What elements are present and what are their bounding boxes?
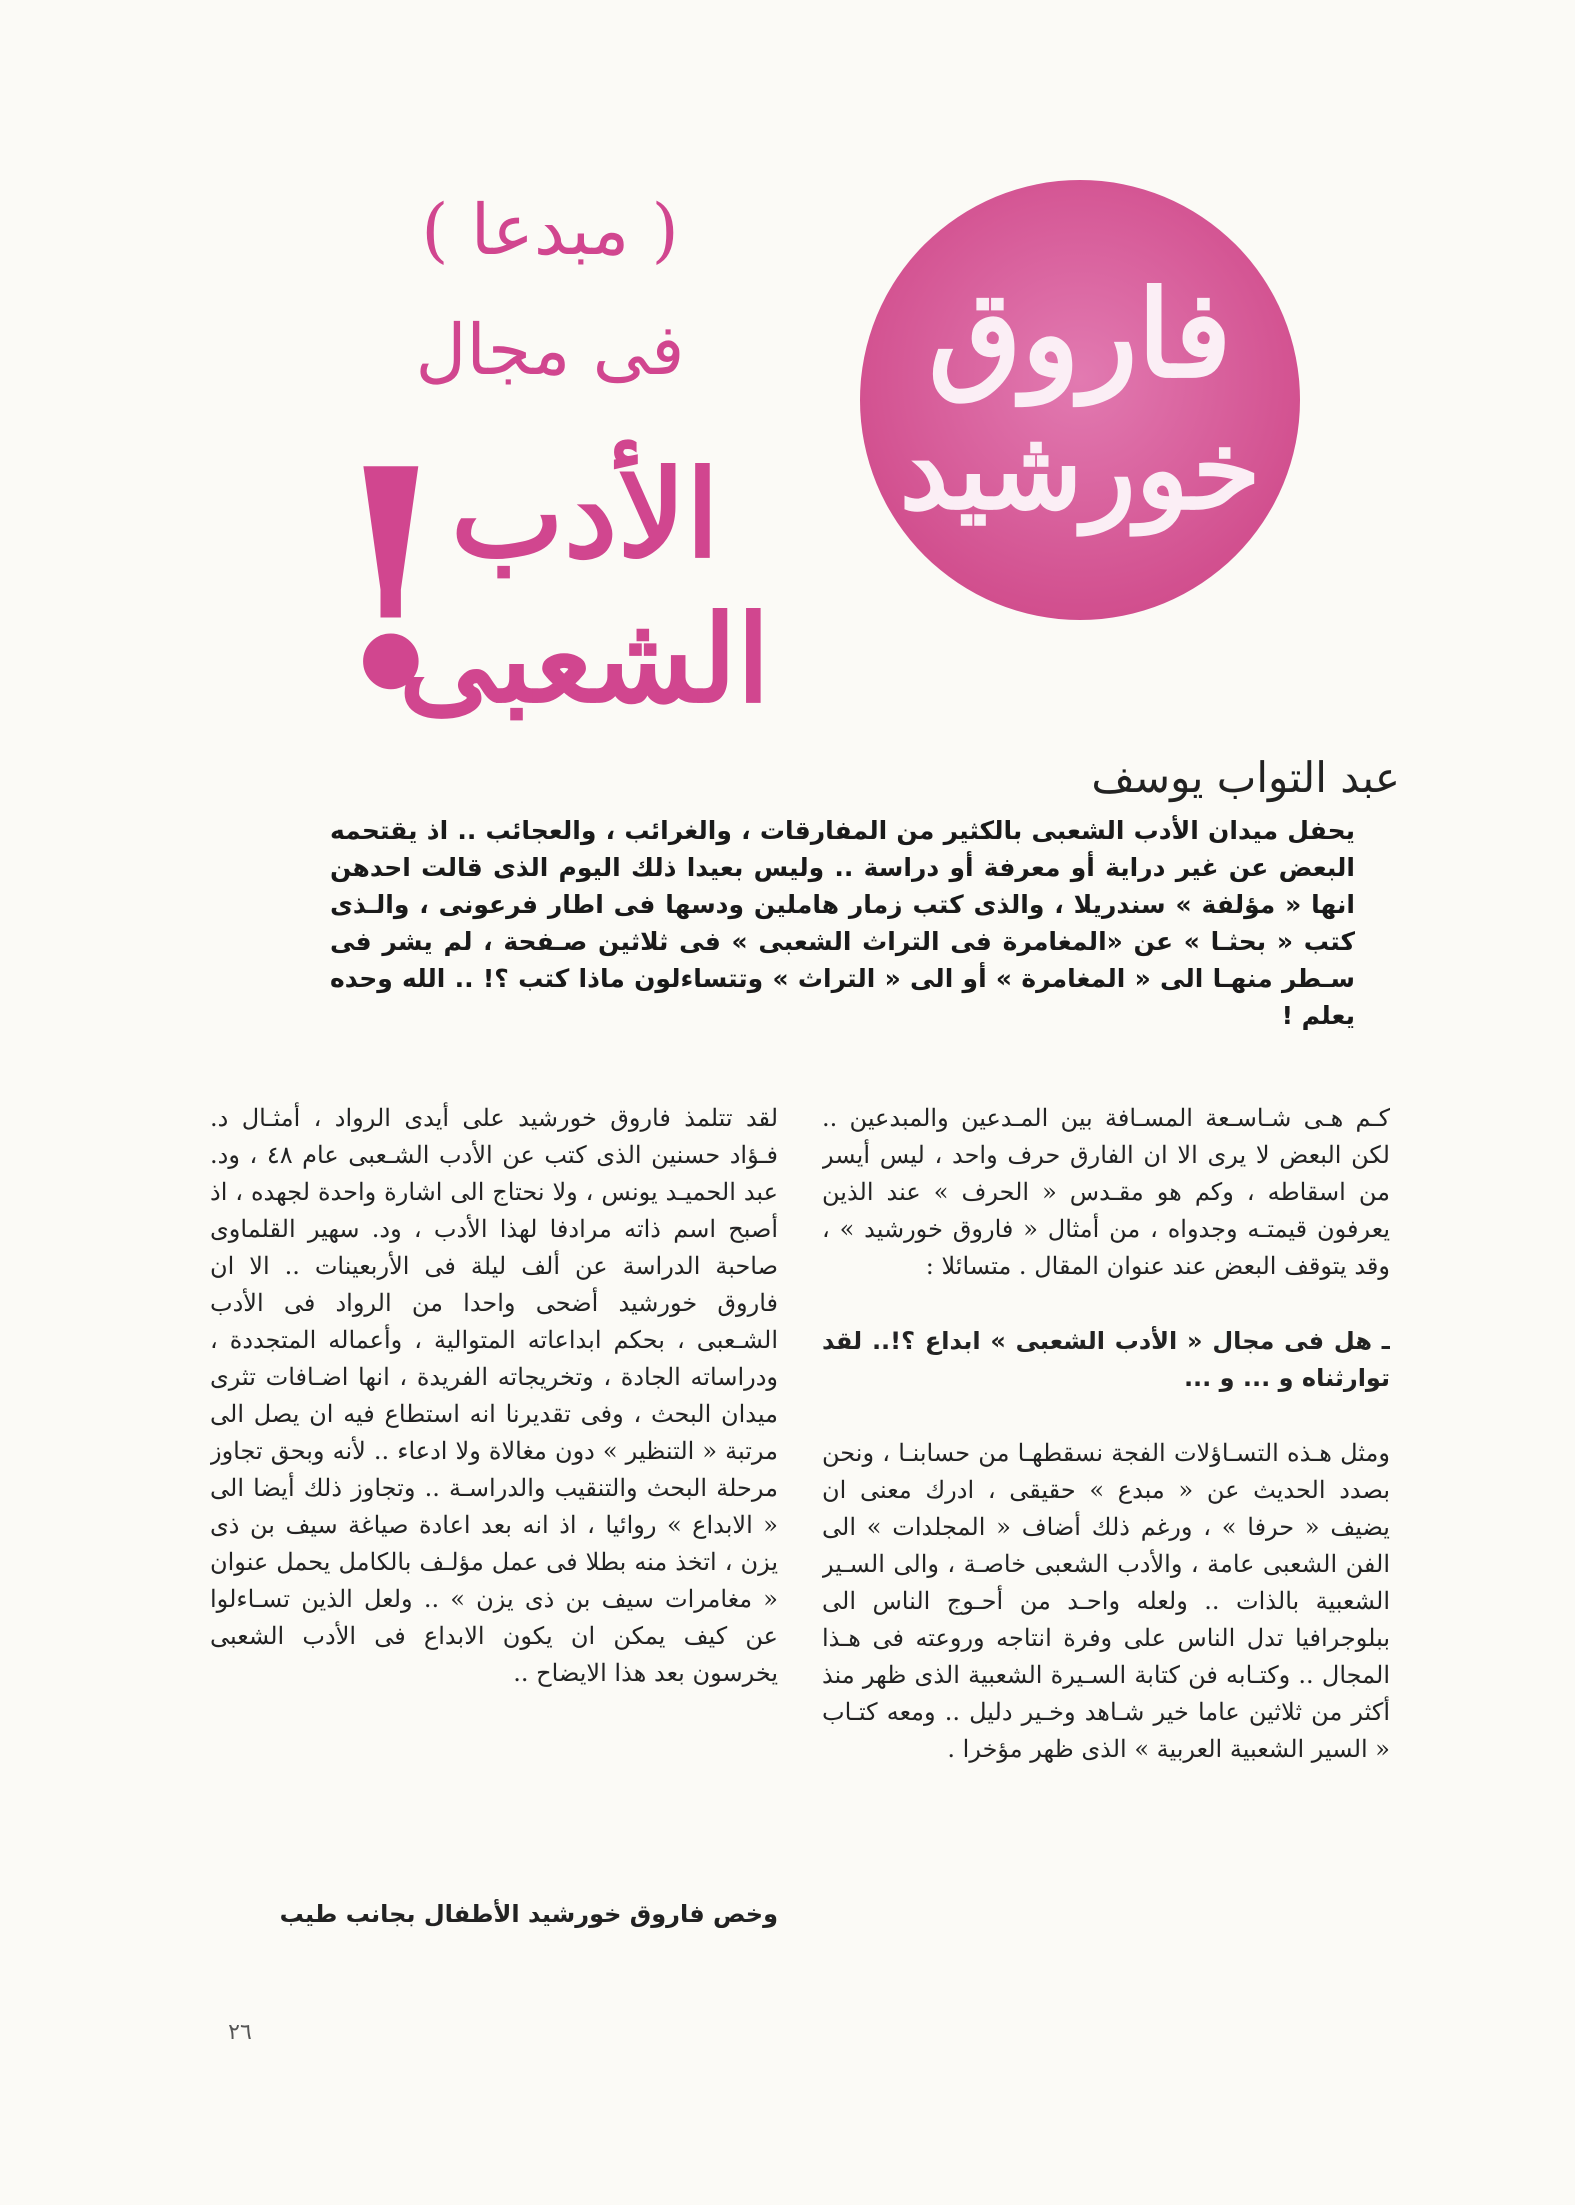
title-line-1: ( مبدعا ): [421, 189, 679, 271]
name-first: فاروق: [928, 264, 1232, 405]
intro-paragraph: يحفل ميدان الأدب الشعبى بالكثير من المفارقات ، والغرائب ، والعجائب .. اذ يقتحمه البعض عن غير دراية أو معرفة أو دراسة .. وليس بعيدا ذلك اليوم الذى قالت احدهن انها « مؤلفة » سندريلا ، والذى كتب زمار هاملين ودسها فى اطار فرعونى ، والـذى كتب « بحثـا » عن «المغامرة فى التراث الشعبى » فى ثلاثين صـفحة ، لم يشر فى سـطر منهـا الى « المغامرة » أو الى « التراث » وتتساءلون ماذا كتب ؟! .. الله وحده يعلم !: [330, 816, 1355, 1030]
right-paragraph-1: كـم هـى شـاسـعة المسـافة بين المـدعين والمبدعين .. لكن البعض لا يرى الا ان الفارق حرف واحد ، ليس أيسر من اسقاطه ، وكم هو مقـدس « الحرف » عند الذين يعرفون قيمتـه وجدواه ، من أمثال « فاروق خورشيد » ، وقد يتوقف البعض عند عنوان المقال . متسائلا :: [822, 1104, 1390, 1280]
name-circle-logo: [860, 180, 1300, 620]
title-line-4: الشعبى: [398, 589, 770, 730]
exclamation-mark: !: [325, 403, 457, 756]
right-paragraph-3: ومثل هـذه التسـاؤلات الفجة نسقطهـا من حسابنـا ، ونحن بصدد الحديث عن « مبدع » حقيقى ، ادرك معنى ان يضيف « حرفا » ، ورغم ذلك أضاف « المجلدات » الى الفن الشعبى عامة ، والأدب الشعبى خاصـة ، والى السـير الشعبية بالذات .. ولعله واحـد من أحـوج الناس الى ببلوجرافيا تدل الناس على وفرة انتاجه وروعته فى هـذا المجال .. وكتـابه فن كتابة السـيرة الشعبية الذى ظهر منذ أكثر من ثلاثين عاما خير شـاهد وخـير دليل .. ومعه كتـاب « السير الشعبية العربية » الذى ظهر مؤخرا .: [822, 1439, 1390, 1763]
left-paragraph-1: لقد تتلمذ فاروق خورشيد على أيدى الرواد ، أمثـال د. فـؤاد حسنين الذى كتب عن الأدب الشـعبى عام ٤٨ ، ود. عبد الحميـد يونس ، ولا نحتاج الى اشارة واحدة لجهده ، اذ أصبح اسم ذاته مرادفا لهذا الأدب ، ود. سهير القلماوى صاحبة الدراسة عن ألف ليلة فى الأربعينات .. الا ان فاروق خورشيد أضحى واحدا من الرواد فى الأدب الشـعبى ، بحكم ابداعاته المتوالية ، وأعماله المتجددة ، ودراساته الجادة ، وتخريجاته الفريدة ، انها اضـافات تثرى ميدان البحث ، وفى تقديرنا انه استطاع فيه ان يصل الى مرتبة « التنظير » دون مغالاة ولا ادعاء .. لأنه وبحق تجاوز مرحلة البحث والتنقيب والدراسـة .. وتجاوز ذلك أيضا الى « الابداع » روائيا ، اذ انه بعد اعادة صياغة سيف بن ذى يزن ، اتخذ منه بطلا فى عمل مؤلـف بالكامل يحمل عنوان « مغامرات سيف بن ذى يزن » .. ولعل الذين تسـاءلوا عن كيف يمكن ان يكون الابداع فى الأدب الشعبى يخرسون بعد هذا الايضاح ..: [210, 1104, 778, 1687]
right-column: [822, 1100, 1390, 1890]
author-signature: عبد التواب يوسف: [1091, 753, 1400, 802]
title-line-2: فى مجال: [415, 309, 685, 391]
page-number: ٢٦: [228, 2020, 252, 2045]
right-paragraph-question: ـ هل فى مجال « الأدب الشعبى » ابداع ؟!.. لقد توارثناه و ... و ...: [822, 1327, 1390, 1392]
name-last: خورشيد: [899, 405, 1261, 534]
left-column: [210, 1100, 778, 1890]
left-column-continuation: وخص فاروق خورشيد الأطفال بجانب طيب: [279, 1900, 778, 1928]
title-line-3: الأدب: [450, 444, 720, 585]
